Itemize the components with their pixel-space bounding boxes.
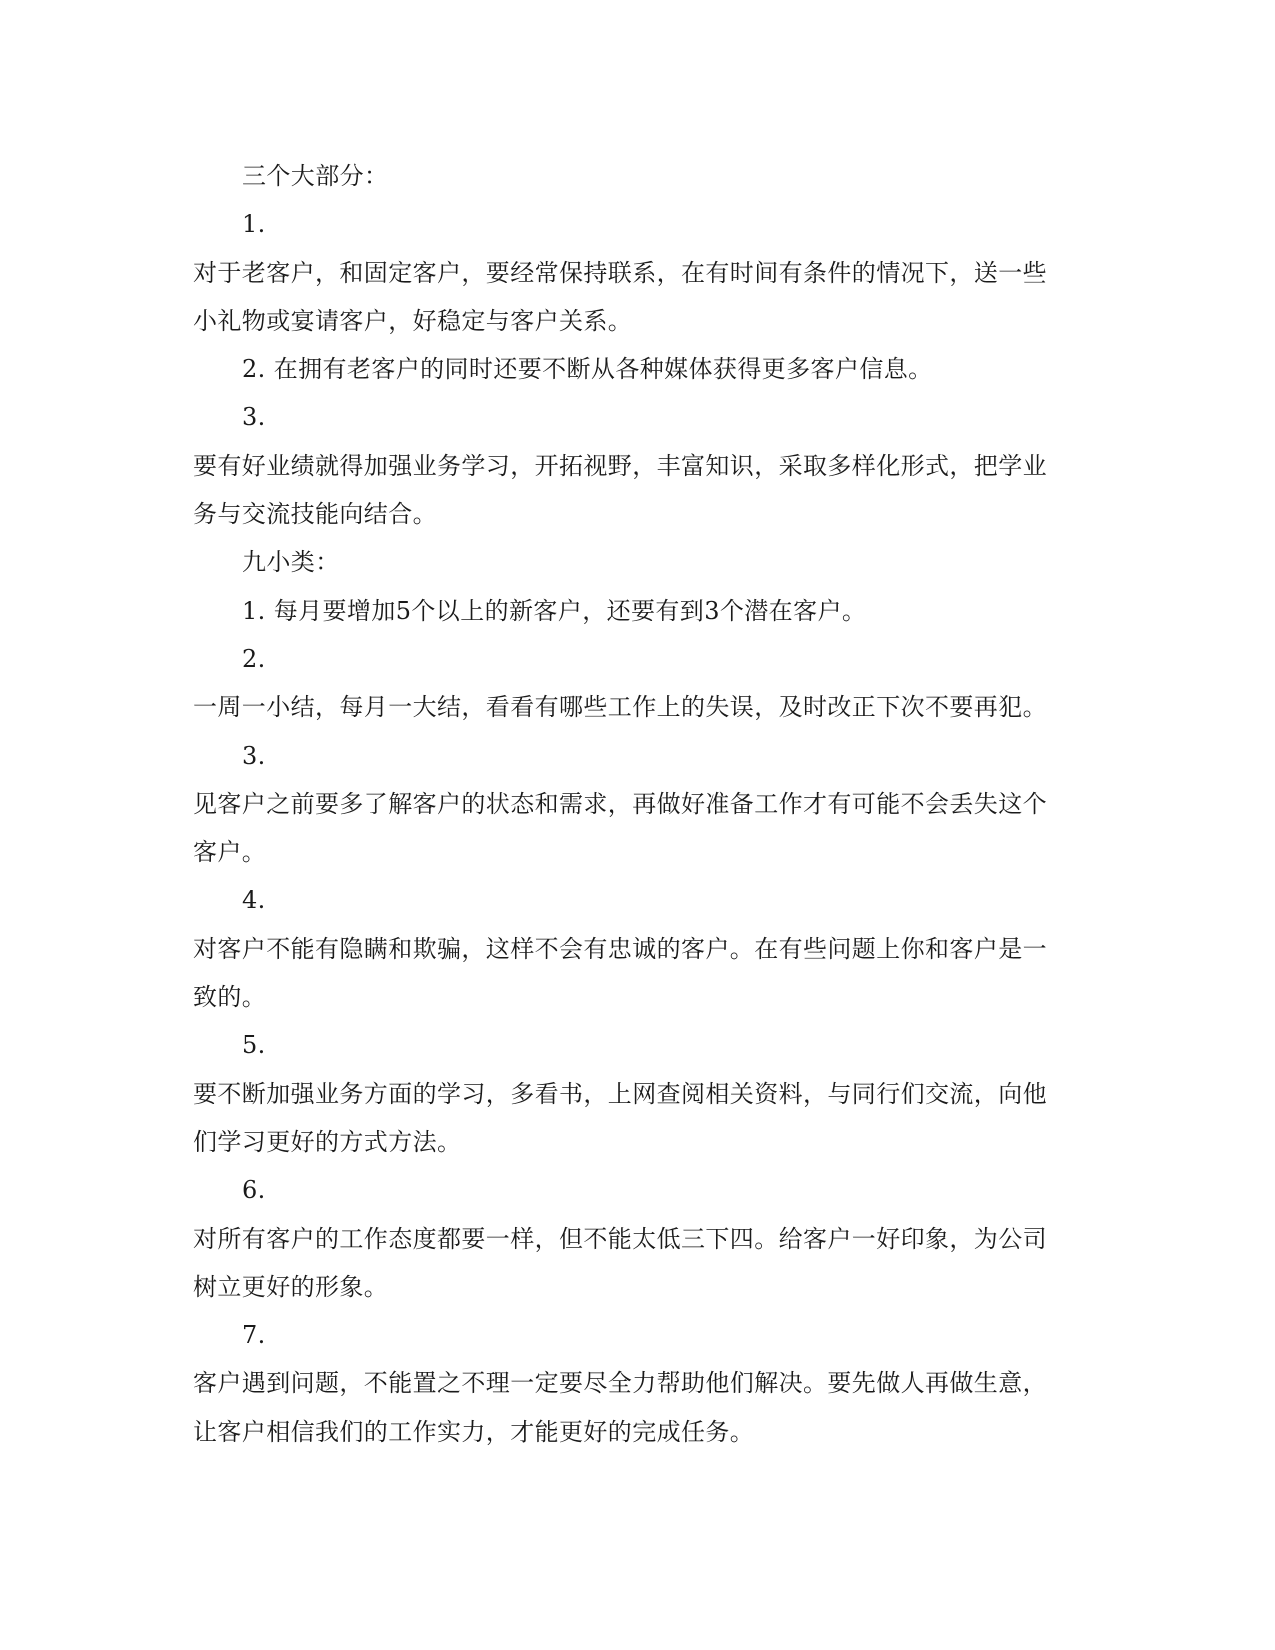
list-number: 4. [242,886,266,915]
paragraph-line: 对于老客户，和固定客户，要经常保持联系，在有时间有条件的情况下，送一些 [193,258,1047,287]
section-heading: 三个大部分： [242,162,389,190]
section-heading: 九小类： [242,548,340,577]
paragraph-line: 让客户相信我们的工作实力，才能更好的完成任务。 [193,1417,755,1446]
paragraph-line: 对客户不能有隐瞒和欺骗，这样不会有忠诚的客户。在有些问题上你和客户是一 [193,934,1047,963]
list-number: 5. [242,1031,266,1060]
list-item: 1. 每月要增加5个以上的新客户，还要有到3个潜在客户。 [242,596,867,625]
paragraph-line: 小礼物或宴请客户，好稳定与客户关系。 [193,306,633,335]
list-number: 1. [242,210,266,239]
list-item: 2. 在拥有老客户的同时还要不断从各种媒体获得更多客户信息。 [242,355,933,384]
document-body [193,152,1073,1456]
paragraph-line: 见客户之前要多了解客户的状态和需求，再做好准备工作才有可能不会丢失这个 [193,789,1047,818]
paragraph-line: 对所有客户的工作态度都要一样，但不能太低三下四。给客户一好印象，为公司 [193,1224,1047,1253]
list-number: 7. [242,1321,266,1350]
paragraph-line: 务与交流技能向结合。 [193,500,437,529]
paragraph-line: 树立更好的形象。 [193,1272,389,1301]
paragraph-line: 致的。 [193,983,267,1012]
list-number: 3. [242,403,266,432]
paragraph-line: 们学习更好的方式方法。 [193,1127,462,1156]
list-number: 3. [242,741,266,770]
list-number: 2. [242,644,266,673]
paragraph-line: 一周一小结，每月一大结，看看有哪些工作上的失误，及时改正下次不要再犯。 [193,693,1047,722]
paragraph-line: 要不断加强业务方面的学习，多看书，上网查阅相关资料，与同行们交流，向他 [193,1079,1047,1108]
paragraph-line: 客户。 [193,838,267,867]
paragraph-line: 客户遇到问题，不能置之不理一定要尽全力帮助他们解决。要先做人再做生意， [193,1369,1047,1398]
paragraph-line: 要有好业绩就得加强业务学习，开拓视野，丰富知识，采取多样化形式，把学业 [193,451,1047,480]
list-number: 6. [242,1176,266,1205]
